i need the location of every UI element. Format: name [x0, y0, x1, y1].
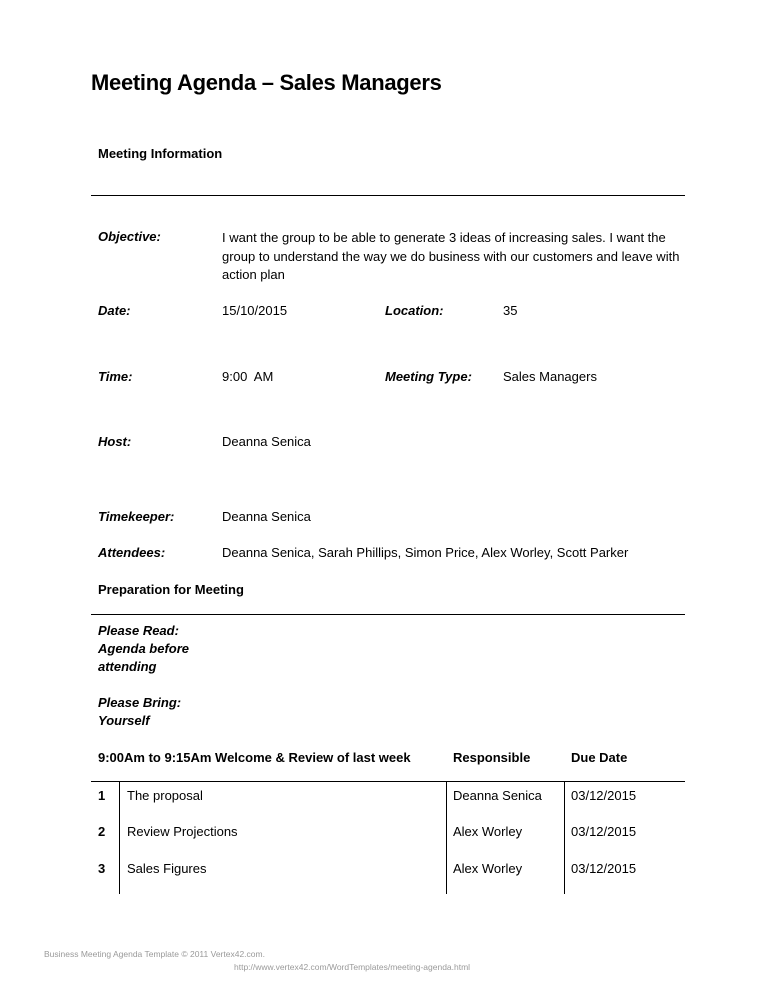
due-column-divider — [564, 782, 565, 894]
row-topic: Sales Figures — [127, 861, 207, 876]
meeting-type-label: Meeting Type: — [385, 369, 472, 384]
num-column-divider — [119, 782, 120, 894]
row-number: 1 — [98, 788, 106, 803]
row-due-date: 03/12/2015 — [571, 824, 637, 839]
date-label: Date: — [98, 303, 131, 318]
preparation-heading: Preparation for Meeting — [98, 582, 244, 597]
please-read-line3: attending — [98, 659, 157, 674]
row-due-date: 03/12/2015 — [571, 788, 637, 803]
responsible-header: Responsible — [453, 750, 531, 765]
row-responsible: Alex Worley — [453, 824, 523, 839]
row-number: 3 — [98, 861, 106, 876]
meeting-info-heading: Meeting Information — [98, 146, 223, 161]
row-topic: The proposal — [127, 788, 203, 803]
preparation-divider — [91, 614, 685, 615]
date-value: 15/10/2015 — [222, 303, 288, 318]
location-value: 35 — [503, 303, 518, 318]
please-bring-line1: Please Bring: — [98, 695, 182, 710]
row-number: 2 — [98, 824, 106, 839]
timekeeper-label: Timekeeper: — [98, 509, 175, 524]
row-responsible: Deanna Senica — [453, 788, 542, 803]
agenda-item-header: 9:00Am to 9:15Am Welcome & Review of last week — [98, 750, 411, 765]
time-value: 9:00 AM — [222, 369, 274, 384]
please-bring-label — [98, 694, 181, 730]
attendees-label: Attendees: — [98, 545, 166, 560]
please-read-line2: Agenda before — [98, 641, 190, 656]
responsible-column-divider — [446, 782, 447, 894]
meeting-type-value: Sales Managers — [503, 369, 597, 384]
host-value: Deanna Senica — [222, 434, 311, 449]
row-responsible: Alex Worley — [453, 861, 523, 876]
time-label: Time: — [98, 369, 133, 384]
meeting-info-divider — [91, 195, 685, 196]
agenda-header-divider — [91, 781, 685, 782]
row-due-date: 03/12/2015 — [571, 861, 637, 876]
due-date-header: Due Date — [571, 750, 628, 765]
page-title: Meeting Agenda – Sales Managers — [91, 70, 442, 95]
please-read-label — [98, 622, 189, 676]
please-bring-line2: Yourself — [98, 713, 150, 728]
objective-label: Objective: — [98, 229, 161, 244]
objective-value: I want the group to be able to generate 3 ideas of increasing sales. I want the group to understand the way we do business with our customers and leave with action plan — [222, 230, 680, 282]
footer-copyright: Business Meeting Agenda Template © 2011 Vertex42.com. — [44, 949, 265, 959]
please-read-line1: Please Read: — [98, 623, 179, 638]
attendees-value: Deanna Senica, Sarah Phillips, Simon Price, Alex Worley, Scott Parker — [222, 545, 629, 560]
location-label: Location: — [385, 303, 444, 318]
row-topic: Review Projections — [127, 824, 238, 839]
timekeeper-value: Deanna Senica — [222, 509, 311, 524]
host-label: Host: — [98, 434, 132, 449]
footer-url[interactable]: http://www.vertex42.com/WordTemplates/meeting-agenda.html — [234, 962, 471, 972]
